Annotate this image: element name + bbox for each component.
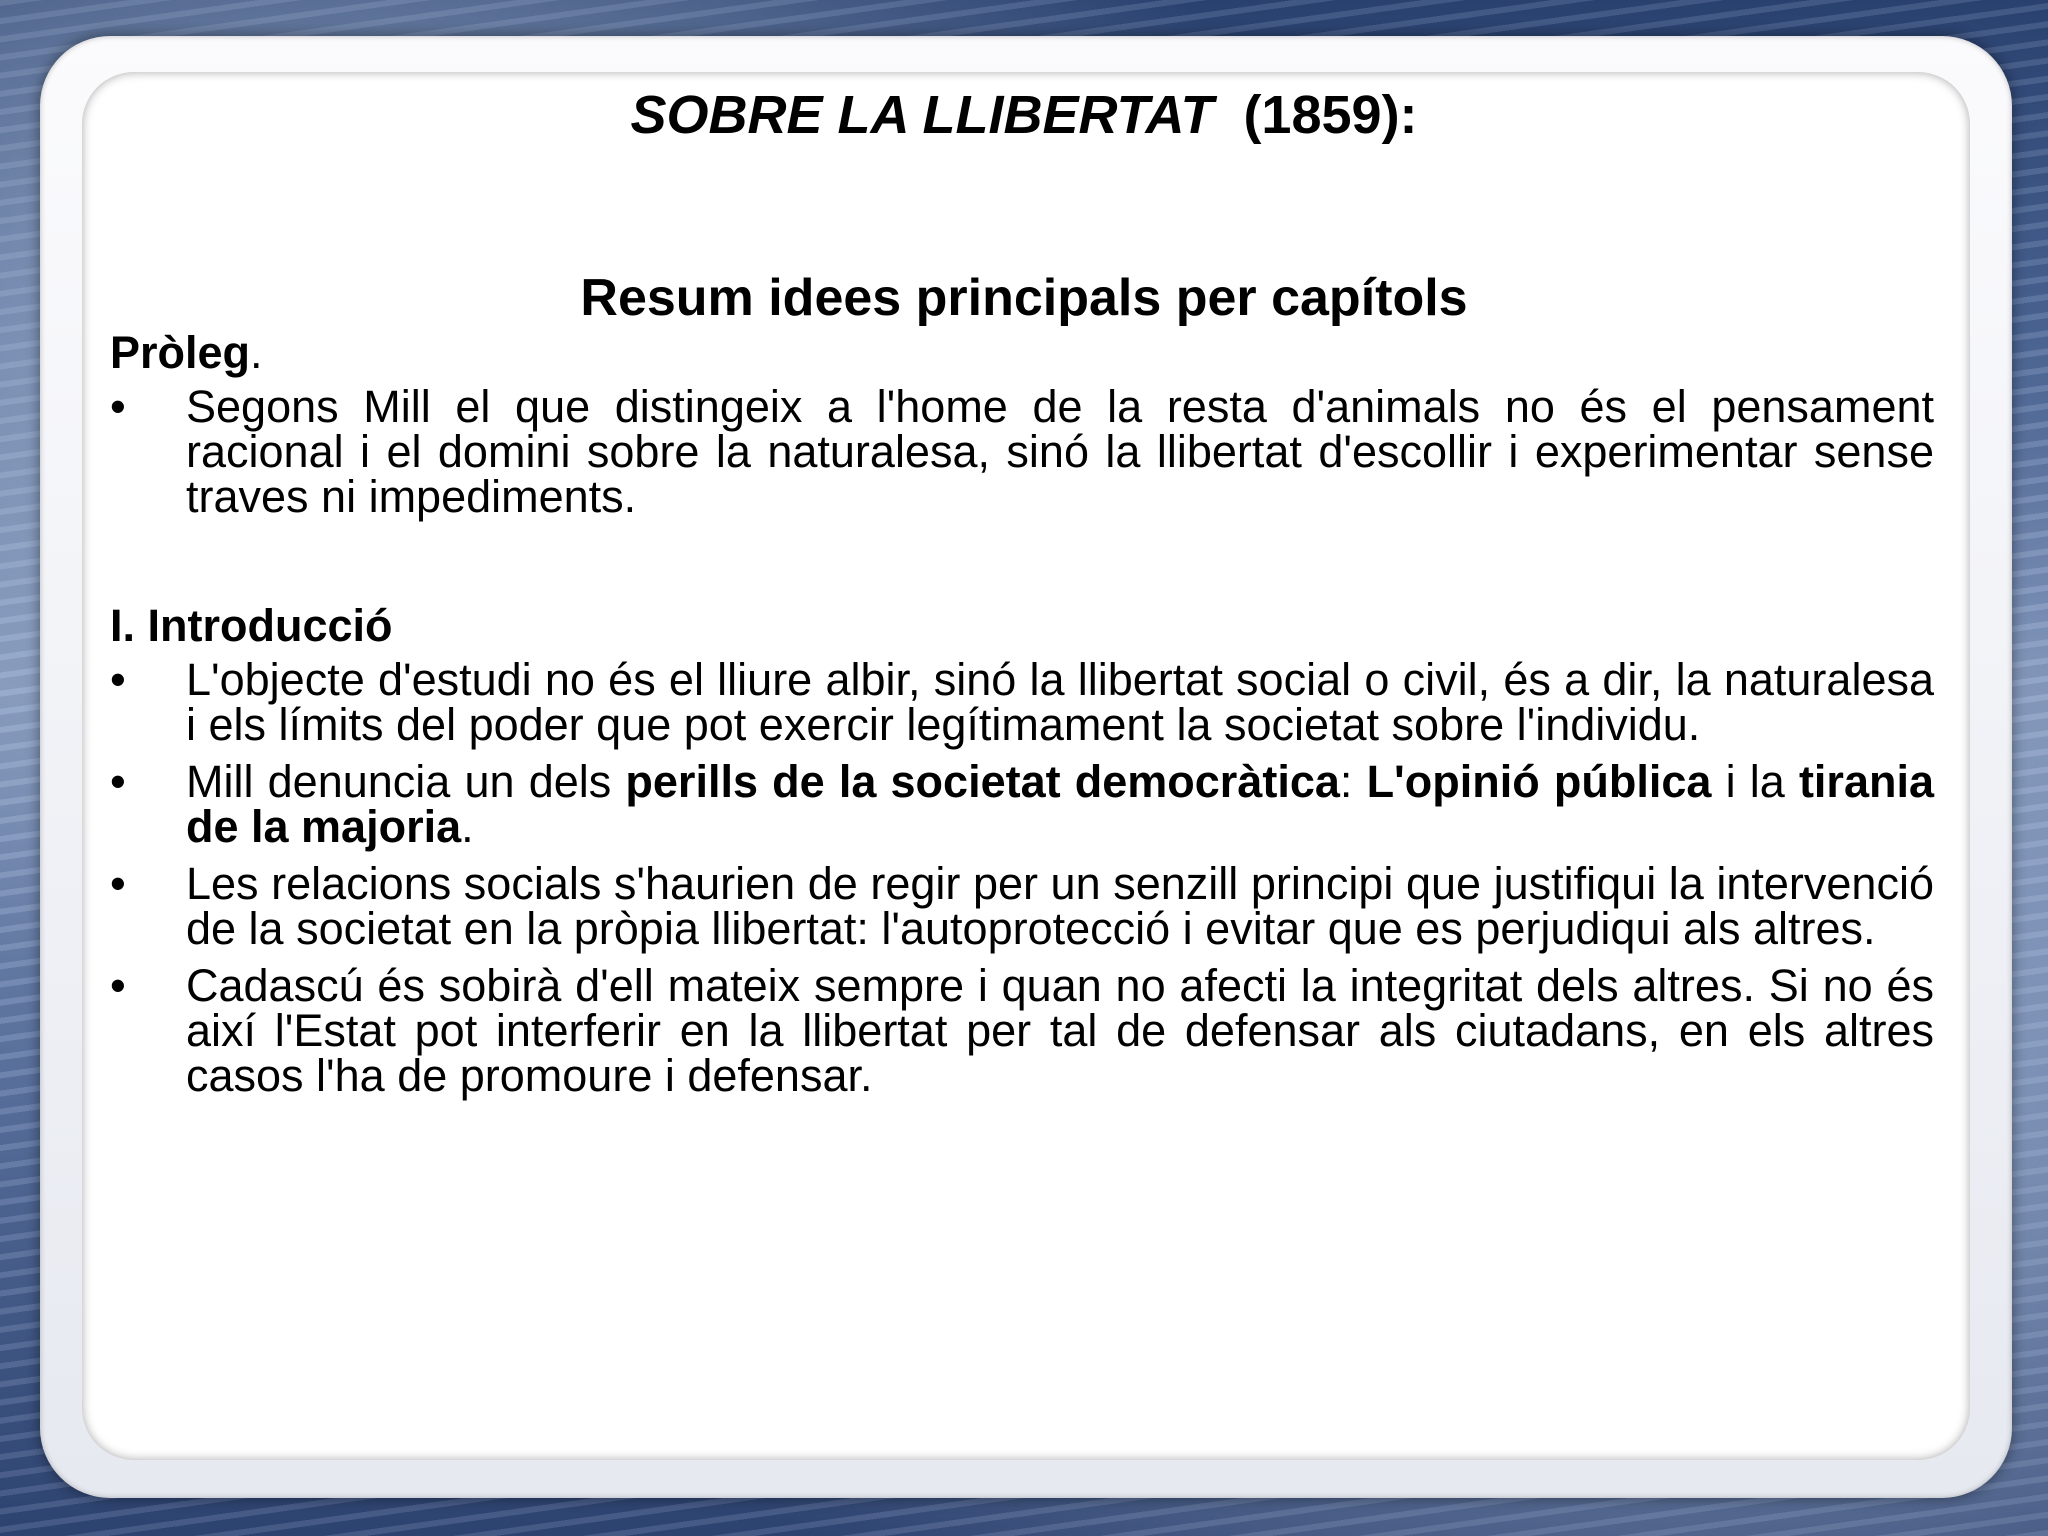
bullet-item: • Cadascú és sobirà d'ell mateix sempre i quan no afecti la integritat dels altres. Si no és així l'Estat pot interferir en la llibertat per tal de defensar als ciutadans, en els altres casos l'ha de promoure i defensar. (110, 960, 1934, 1101)
bullet-marker: • (110, 858, 126, 909)
bullet-list (110, 654, 1934, 1101)
bullet-list (110, 381, 1934, 522)
bullet-item: • Les relacions socials s'haurien de regir per un senzill principi que justifiqui la intervenció de la societat en la pròpia llibertat: l'autoprotecció i evitar que es perjudiqui als altres. (110, 858, 1934, 954)
section-introduccio (110, 600, 1934, 1101)
slide-title (0, 84, 2048, 146)
section-heading: I. Introducció (110, 600, 393, 651)
title-year: (1859): (1243, 85, 1418, 145)
slide-content (110, 328, 1934, 1110)
emphasis-text: L'opinió pública (1366, 756, 1712, 807)
bullet-item: • L'objecte d'estudi no és el lliure albir, sinó la llibertat social o civil, és a dir, la naturalesa i els límits del poder que pot exercir legítimament la societat sobre l'individu. (110, 654, 1934, 750)
bullet-marker: • (110, 960, 126, 1011)
bullet-marker: • (110, 381, 126, 432)
title-work-name: SOBRE LA LLIBERTAT (630, 85, 1214, 145)
section-proleg (110, 327, 1934, 522)
section-heading: Pròleg. (110, 327, 263, 378)
bullet-marker: • (110, 756, 126, 807)
emphasis-text: tirania de la majoria (186, 756, 1934, 852)
slide-subtitle: Resum idees principals per capítols (580, 269, 1468, 327)
emphasis-text: perills de la societat democràtica (625, 756, 1340, 807)
bullet-item: • Mill denuncia un dels perills de la societat democràtica: L'opinió pública i la tirania de la majoria. (110, 756, 1934, 852)
bullet-marker: • (110, 654, 126, 705)
bullet-item: • Segons Mill el que distingeix a l'home de la resta d'animals no és el pensament racional i el domini sobre la naturalesa, sinó la llibertat d'escollir i experimentar sense traves ni impediments. (110, 381, 1934, 522)
